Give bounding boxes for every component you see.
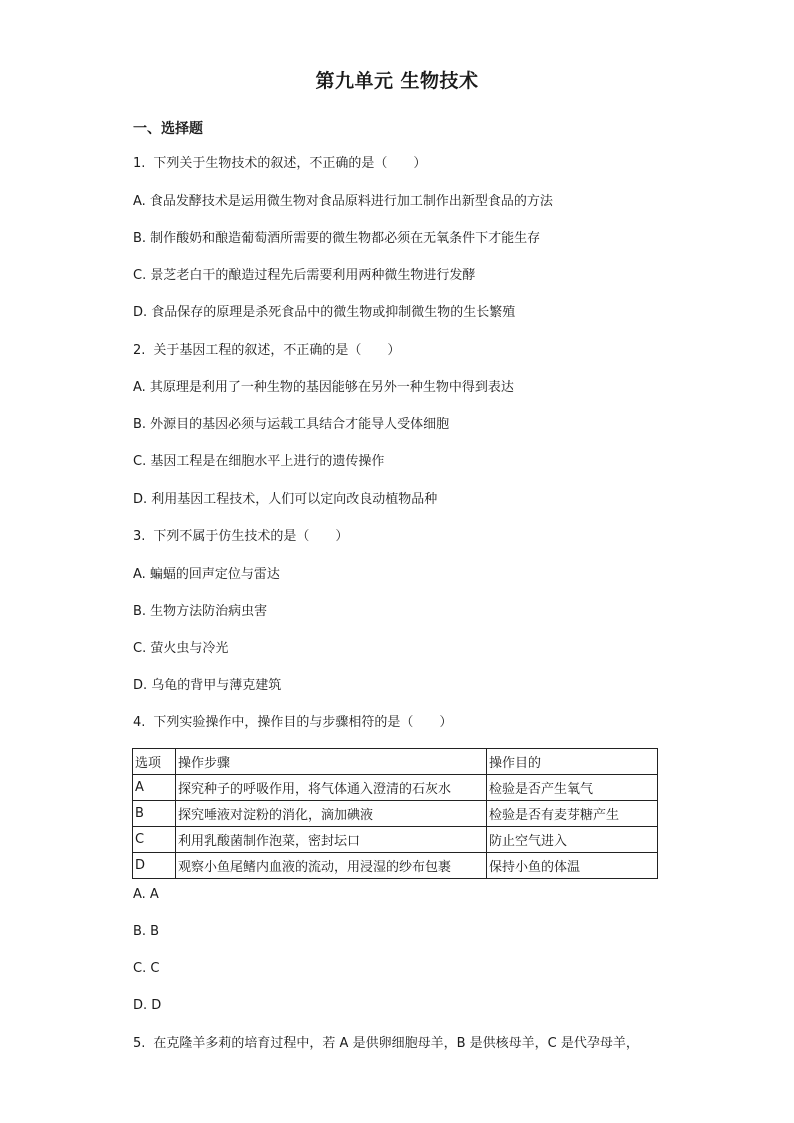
question-3 [133, 528, 348, 546]
q3-option-a: A. 蝙蝠的回声定位与雷达 [133, 567, 280, 582]
q1-option-a: A. 食品发酵技术是运用微生物对食品原料进行加工制作出新型食品的方法 [133, 194, 553, 209]
question-2 [133, 342, 400, 360]
table-header-row [133, 749, 658, 775]
question-number: 5. [133, 1036, 146, 1051]
question-number: 1. [133, 156, 146, 171]
question-number: 2. [133, 343, 146, 358]
q1-option-d: D. 食品保存的原理是杀死食品中的微生物或抑制微生物的生长繁殖 [133, 305, 516, 320]
q2-option-a: A. 其原理是利用了一种生物的基因能够在另外一种生物中得到表达 [133, 380, 514, 395]
operations-table [132, 748, 658, 879]
q4-option-d: D. D [133, 998, 162, 1013]
table-row [133, 853, 658, 879]
question-1 [133, 155, 426, 173]
q4-option-b: B. B [133, 924, 160, 939]
table-header-cell: 选项 [133, 749, 176, 775]
table-cell: 利用乳酸菌制作泡菜，密封坛口 [176, 827, 487, 853]
table-cell: D [133, 853, 176, 879]
table-header-cell: 操作步骤 [176, 749, 487, 775]
table-cell: 检验是否有麦芽糖产生 [487, 801, 658, 827]
q3-option-d: D. 乌龟的背甲与薄克建筑 [133, 678, 282, 693]
table-cell: B [133, 801, 176, 827]
table-cell: 探究种子的呼吸作用，将气体通入澄清的石灰水 [176, 775, 487, 801]
table-cell: 检验是否产生氧气 [487, 775, 658, 801]
q1-option-c: C. 景芝老白干的酿造过程先后需要利用两种微生物进行发酵 [133, 268, 476, 283]
question-stem: 下列关于生物技术的叙述，不正确的是（ ） [153, 156, 427, 171]
table-cell: 防止空气进入 [487, 827, 658, 853]
table-cell: C [133, 827, 176, 853]
section-heading: 一、选择题 [133, 121, 203, 137]
table-row [133, 827, 658, 853]
q2-option-d: D. 利用基因工程技术，人们可以定向改良动植物品种 [133, 492, 438, 507]
question-stem: 在克隆羊多莉的培育过程中，若 A 是供卵细胞母羊，B 是供核母羊，C 是代孕母羊， [153, 1036, 639, 1051]
q2-option-c: C. 基因工程是在细胞水平上进行的遗传操作 [133, 454, 385, 469]
question-number: 4. [133, 715, 146, 730]
table-cell: 保持小鱼的体温 [487, 853, 658, 879]
question-5 [133, 1035, 639, 1053]
q2-option-b: B. 外源目的基因必须与运载工具结合才能导人受体细胞 [133, 417, 450, 432]
q4-option-c: C. C [133, 961, 160, 976]
q3-option-c: C. 萤火虫与冷光 [133, 641, 229, 656]
table-row [133, 801, 658, 827]
q4-option-a: A. A [133, 887, 159, 902]
question-stem: 下列实验操作中，操作目的与步骤相符的是（ ） [153, 715, 453, 730]
page-title: 第九单元 生物技术 [315, 70, 479, 92]
question-number: 3. [133, 529, 146, 544]
question-4 [133, 714, 452, 732]
question-stem: 关于基因工程的叙述，不正确的是（ ） [153, 343, 401, 358]
table-header-cell: 操作目的 [487, 749, 658, 775]
table-cell: 观察小鱼尾鳍内血液的流动，用浸湿的纱布包裹 [176, 853, 487, 879]
question-stem: 下列不属于仿生技术的是（ ） [153, 529, 349, 544]
table-cell: 探究唾液对淀粉的消化，滴加碘液 [176, 801, 487, 827]
q3-option-b: B. 生物方法防治病虫害 [133, 604, 268, 619]
q1-option-b: B. 制作酸奶和酿造葡萄酒所需要的微生物都必须在无氧条件下才能生存 [133, 231, 541, 246]
table-cell: A [133, 775, 176, 801]
table-row [133, 775, 658, 801]
